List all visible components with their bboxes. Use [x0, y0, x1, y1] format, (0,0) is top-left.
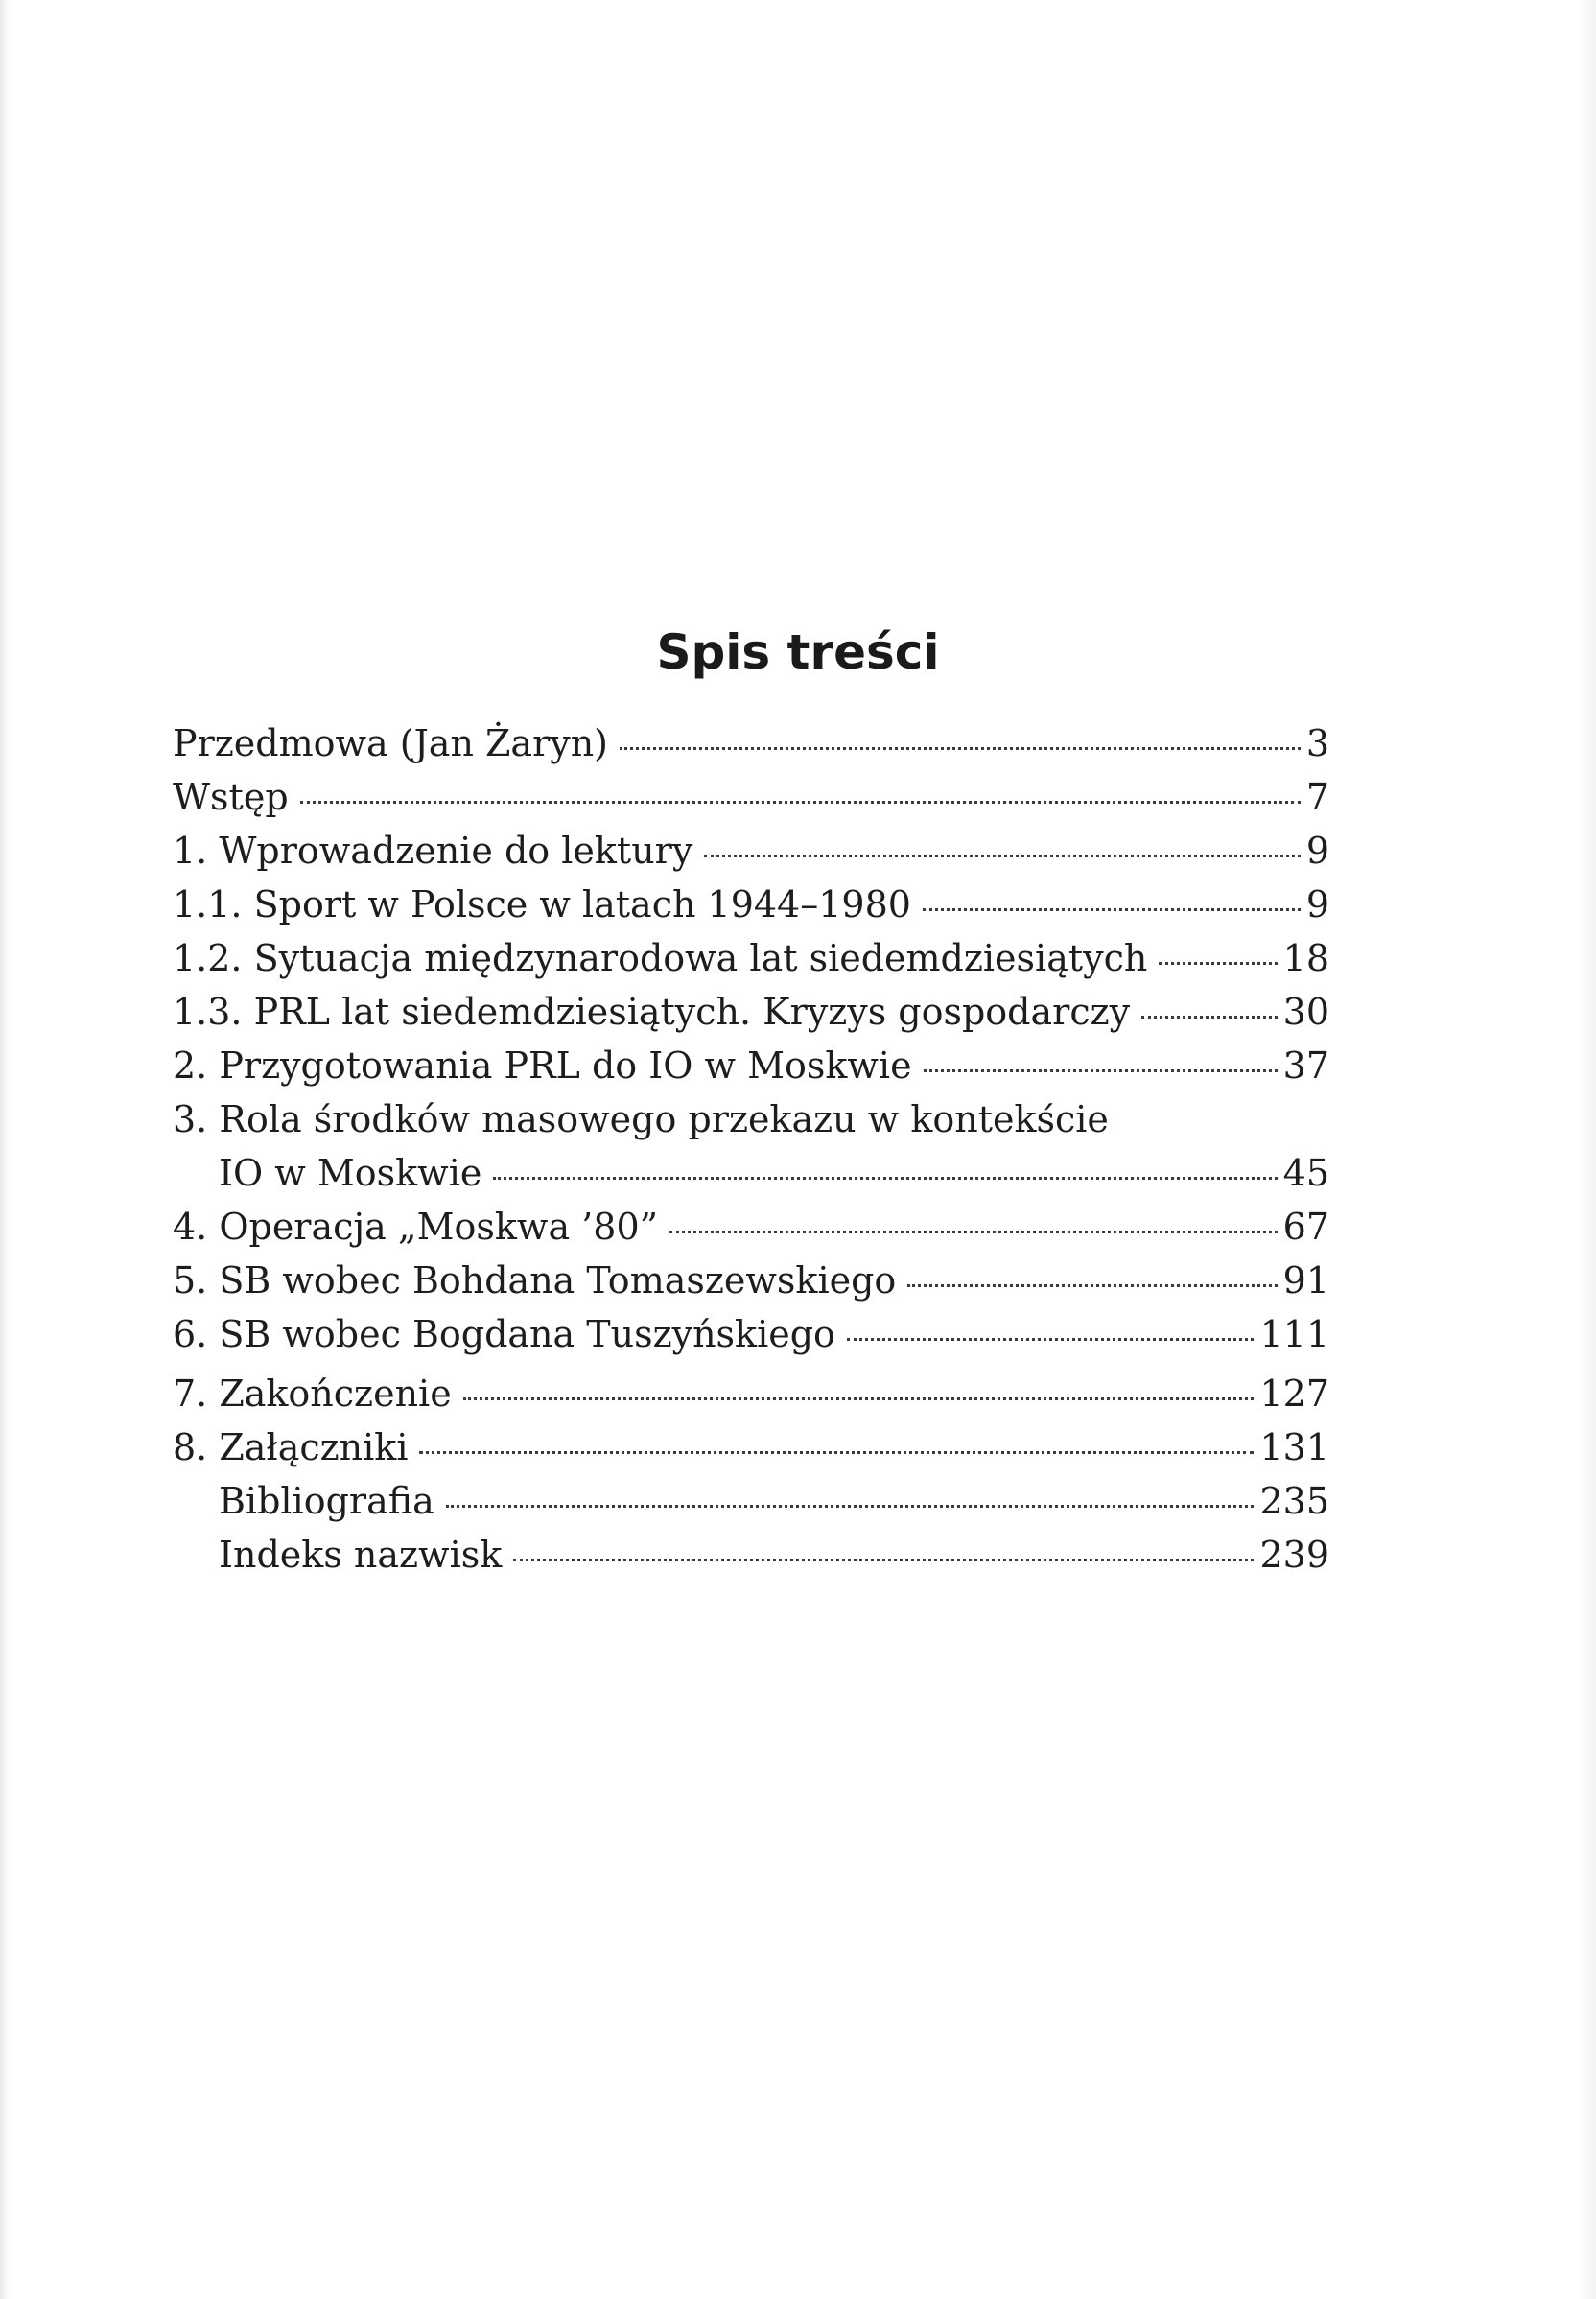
page-title: Spis treści	[656, 624, 940, 680]
toc-entry	[173, 931, 1329, 985]
toc-entry-label: 1.2. Sytuacja międzynarodowa lat siedemdziesiątych	[173, 937, 1148, 979]
toc-leader-dots	[300, 801, 1301, 804]
toc-entry	[173, 1367, 1329, 1420]
toc-entry	[173, 1528, 1329, 1582]
toc-entry-page: 235	[1259, 1480, 1329, 1522]
toc-entry-page: 7	[1305, 776, 1329, 818]
toc-entry-label: 8. Załączniki	[173, 1426, 409, 1468]
toc-leader-dots	[924, 1069, 1278, 1072]
toc-leader-dots	[419, 1451, 1254, 1454]
toc-leader-dots	[620, 747, 1301, 750]
toc-entry-page: 131	[1259, 1426, 1329, 1468]
table-of-contents	[173, 716, 1329, 1582]
toc-entry	[173, 1420, 1329, 1474]
toc-entry	[173, 1200, 1329, 1254]
toc-leader-dots	[704, 855, 1301, 857]
toc-entry-page: 127	[1259, 1372, 1329, 1415]
toc-entry	[173, 716, 1329, 770]
toc-entry-label: 6. SB wobec Bogdana Tuszyńskiego	[173, 1313, 835, 1355]
toc-leader-dots	[847, 1338, 1255, 1341]
toc-entry-page: 67	[1282, 1206, 1329, 1248]
toc-entry	[173, 1307, 1329, 1361]
toc-entry-label: Przedmowa (Jan Żaryn)	[173, 722, 608, 764]
toc-entry	[173, 1254, 1329, 1307]
toc-leader-dots	[669, 1231, 1278, 1233]
toc-leader-dots	[493, 1177, 1277, 1180]
toc-entry-page: 30	[1282, 991, 1329, 1033]
toc-entry	[173, 1474, 1329, 1528]
toc-entry	[173, 985, 1329, 1039]
toc-entry-label: 4. Operacja „Moskwa ’80”	[173, 1206, 659, 1248]
toc-entry-label: 1.3. PRL lat siedemdziesiątych. Kryzys gospodarczy	[173, 991, 1131, 1033]
toc-entry-page: 9	[1305, 830, 1329, 872]
toc-leader-dots	[463, 1397, 1255, 1400]
toc-leader-dots	[513, 1559, 1254, 1561]
toc-entry-page: 9	[1305, 883, 1329, 926]
toc-entry-label: 1. Wprowadzenie do lektury	[173, 830, 693, 872]
toc-entry-label: 1.1. Sport w Polsce w latach 1944–1980	[173, 883, 911, 926]
toc-entry-label: Indeks nazwisk	[219, 1534, 503, 1576]
toc-entry-label: Bibliografia	[219, 1480, 434, 1522]
toc-entry-page: 37	[1282, 1044, 1329, 1087]
toc-entry	[173, 1092, 1329, 1146]
toc-leader-dots	[923, 908, 1301, 911]
toc-entry-label: 7. Zakończenie	[173, 1372, 452, 1415]
toc-entry-page: 3	[1305, 722, 1329, 764]
toc-entry-label: IO w Moskwie	[219, 1152, 482, 1194]
toc-entry-page: 239	[1259, 1534, 1329, 1576]
toc-entry-label: 3. Rola środków masowego przekazu w kontekście	[173, 1098, 1109, 1140]
toc-entry	[173, 1039, 1329, 1092]
toc-entry-page: 18	[1282, 937, 1329, 979]
toc-leader-dots	[907, 1284, 1277, 1287]
toc-entry	[173, 824, 1329, 878]
toc-entry-page: 91	[1282, 1259, 1329, 1302]
toc-entry-label: Wstęp	[173, 776, 289, 818]
toc-entry	[173, 1146, 1329, 1200]
toc-leader-dots	[446, 1505, 1255, 1508]
toc-leader-dots	[1141, 1016, 1278, 1019]
toc-entry-label: 2. Przygotowania PRL do IO w Moskwie	[173, 1044, 912, 1087]
toc-entry	[173, 770, 1329, 824]
toc-entry-page: 111	[1259, 1313, 1329, 1355]
toc-entry	[173, 878, 1329, 931]
toc-leader-dots	[1159, 962, 1277, 965]
toc-entry-page: 45	[1282, 1152, 1329, 1194]
toc-entry-label: 5. SB wobec Bohdana Tomaszewskiego	[173, 1259, 897, 1302]
